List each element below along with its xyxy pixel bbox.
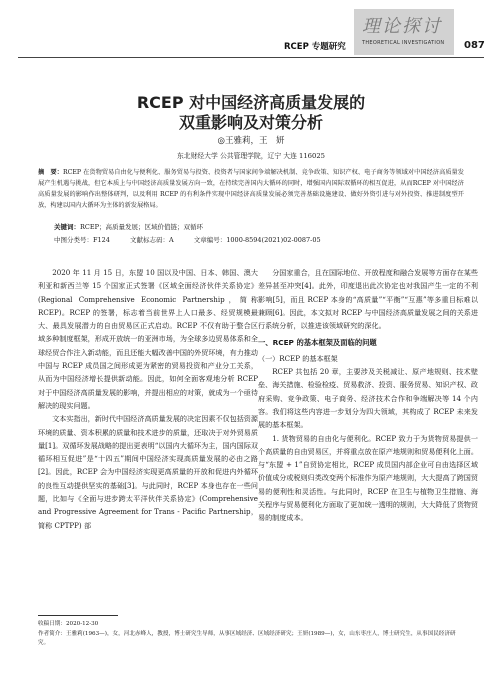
section-label: RCEP 专题研究: [284, 42, 346, 52]
body-paragraph: RCEP 共包括 20 章，主要涉及关税减让、原产地规则、技术壁垒、海关措施、检验检疫、贸易救济、投资、服务贸易、知识产权、政府采购、竞争政策、电子商务、经济技术合作和争端解决等 14 个内容。我们将这些内容进一步划分为四大领域，其构成了 RCEP 未来发展的基本框架。: [258, 367, 478, 430]
keywords-text: RCEP；高质量发展；区域价值链；双循环: [80, 223, 203, 231]
footnote-rule: [38, 615, 118, 616]
abstract-label: 摘 要：: [38, 169, 63, 176]
abstract: [38, 167, 464, 211]
author-bio: 作者简介：王雅莉(1963—)，女，河北赤峰人，教授，博士研究生导师，从事区域经济、区域经济研究；王妍(1989—)，女，山东枣庄人，博士研究生，从事国民经济研究。: [38, 630, 456, 646]
body-paragraph: 文本实指出，新时代中国经济高质量发展的决定因素不仅包括资源环境的质量、资本积累的质量和技术进步的质量，还取决于对外贸易质量[1]。双循环发展战略的提出更表明“以国内大循环为主，国内国际双循环相互促进”是“十四五”期间中国经济实现高质量发展的必由之路[2]。因此，RCEP 会为中国经济实现更高质量的开放和促进内外循环的良性互动提供坚实的基础[3]。与此同时，RCEP 本身也存在一些问题，比如与《全面与进步跨太平洋伙伴关系协定》(Comprehensive and Progressive Agreement for Trans - Pacific Partnership，简称 CPTPP) 部: [38, 414, 258, 530]
article-number: 文章编号：1000-8594(2021)02-0087-05: [193, 236, 321, 244]
article-title-line2: 双重影响及对策分析: [178, 113, 323, 132]
left-column: [38, 266, 258, 532]
affiliation: 东北财经大学 公共管理学院，辽宁 大连 116025: [177, 152, 325, 160]
subsection-heading: （一）RCEP 的基本框架: [258, 353, 338, 363]
page-number: 087: [464, 40, 485, 51]
body-paragraph: 2020 年 11 月 15 日，东盟 10 国以及中国、日本、韩国、澳大利亚和新西兰等 15 个国家正式签署《区域全面经济伙伴关系协定》(Regional Comprehensive Economic Partnership，简称 RCEP)。RCEP 的签署，标志着当前世界上人口最多、经贸规模最大、最具发展潜力的自由贸易区正式启动。RCEP 不仅有助于整合区域多种制度框架，形成开放统一的亚洲市场，为全球多边贸易体系和全球经贸合作注入新动能，而且还能大幅改善中国的外贸环境，有力推动中国与 RCEP 成员国之间形成更为紧密的贸易投资和产业分工关系，从而为中国经济增长提供新动能。因此，如何全面客观地分析 RCEP 对于中国经济高质量发展的影响，并提出相应的对策，就成为一个亟待解决的现实问题。: [38, 268, 258, 410]
body-paragraph: 分国家重合，且在国际地位、开放程度和融合发展等方面存在某些差异甚至冲突[4]。此外，印度退出此次协定也对我国产生一定的不利影响[5]，而且 RCEP 本身的“高质量”“平衡”“互惠”等多重目标难以兼顾[6]。因此，本文拟对 RCEP 与中国经济高质量发展之间的关系进行系统分析，以推进该领域研究的深化。: [258, 268, 478, 331]
article-meta: [54, 235, 339, 244]
received-date: 收稿日期：2020-12-30: [38, 621, 99, 627]
authors: ◎王雅莉，王 妍: [217, 136, 285, 146]
journal-name-cn: 理论探讨: [362, 16, 442, 37]
right-column: [258, 266, 478, 525]
article-title-line1: RCEP 对中国经济高质量发展的: [136, 93, 366, 112]
body-paragraph: 1. 货物贸易的自由化与便利化。RCEP 致力于为货物贸易提供一个高质量的自由贸易区，并将重点放在原产地规则和贸易便利化上面。与“东盟 + 1”自贸协定相比，RCEP 成员国内部企业可自由选择区域价值成分或税则归类改变两个标准作为原产地规则，大大提高了跨国贸易的便利性和灵活性。与此同时，RCEP 在卫生与植物卫生措施、海关程序与贸易便利化方面取了更加统一透明的规则，大大降低了货物贸易的制度成本。: [258, 433, 478, 523]
footnote: [38, 620, 464, 649]
keywords: [54, 222, 203, 231]
doc-code: 文献标志码：A: [130, 236, 174, 244]
header-rule: [18, 57, 484, 58]
running-header: [0, 0, 502, 60]
clc-number: 中图分类号：F124: [54, 236, 110, 244]
abstract-text: RCEP 在货物贸易自由化与便利化、服务贸易与投资、投资者与国家间争端解决机制、竞争政策、知识产权、电子商务等领域对中国经济高质量发展产生机遇与挑战，但它本质上与中国经济高质量发展方向一致，在持续完善国内大循环的同时，增强国内国际双循环的相互促进，从而RCEP 对中国经济高质量发展的影响作出整体研判，以及利用 RCEP 的有利条件实现中国经济高质量发展必须完善基础设施建设、做好外资引进与对外投资、推进制度型开放，构建以国内大循环为主体的新发展格局。: [38, 169, 464, 209]
journal-name-en: THEORETICAL INVESTIGATION: [362, 40, 445, 46]
keywords-label: 关键词：: [54, 223, 80, 231]
section-heading: 一、RCEP 的基本框架及面临的问题: [258, 338, 377, 348]
